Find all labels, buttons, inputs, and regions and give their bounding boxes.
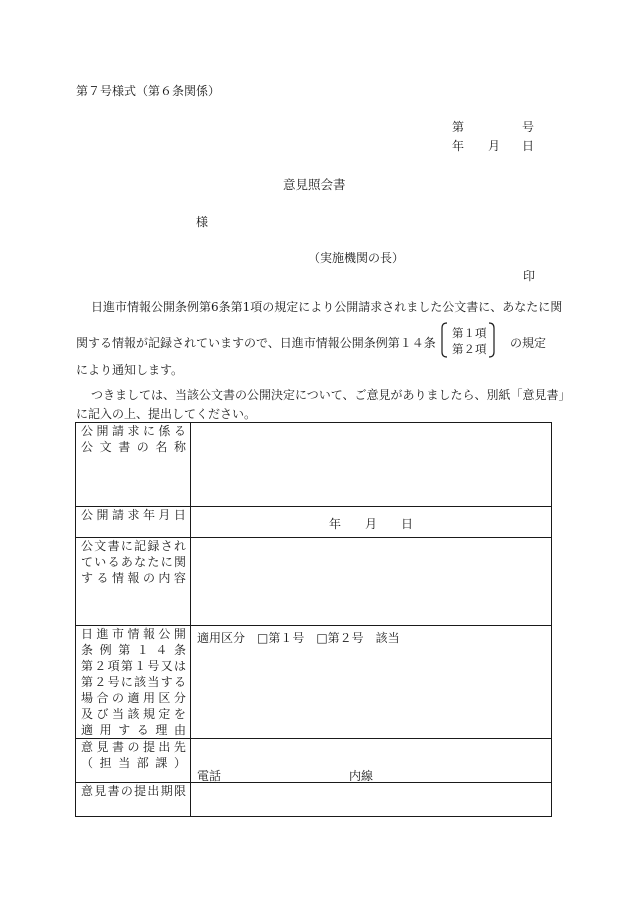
- article-clause-brackets: [441, 322, 495, 358]
- label-line: 意 見 書 の 提 出 先: [81, 740, 186, 754]
- label-line: す る 情 報 の 内 容: [81, 571, 186, 585]
- table-row: [76, 783, 552, 817]
- body-line-1: 日進市情報公開条例第6条第1項の規定により公開請求されました公文書に、あなたに関: [91, 300, 563, 314]
- label-info-content: [76, 538, 191, 626]
- request-date-month: 月: [365, 517, 378, 531]
- value-applicable-category[interactable]: [191, 626, 552, 739]
- date-year: 年: [452, 139, 465, 153]
- request-date-day: 日: [401, 517, 414, 531]
- label-line: 公 開 請 求 に 係 る: [81, 424, 186, 438]
- value-info-content[interactable]: [191, 538, 552, 626]
- table-row: [76, 739, 552, 783]
- body-line-5: に記入の上、提出してください。: [76, 407, 257, 421]
- table-row: [76, 423, 552, 507]
- value-document-name[interactable]: [191, 423, 552, 507]
- body-line-2: 関する情報が記録されていますので、日進市情報公開条例第１４条: [76, 336, 436, 350]
- applicable-category-text: 適用区分 □第１号 □第２号 該当: [197, 631, 400, 645]
- table-row: [76, 507, 552, 538]
- label-line: 第 ２ 項 第 １ 号 又 は: [81, 659, 186, 673]
- seal-mark: 印: [523, 269, 536, 283]
- label-line: 公 開 請 求 年 月 日: [81, 508, 186, 522]
- opinion-inquiry-table: [75, 422, 552, 817]
- value-submission-destination[interactable]: [191, 739, 552, 783]
- label-submission-destination: [76, 739, 191, 783]
- label-line: 適 用 す る 理 由: [81, 723, 186, 737]
- label-line: 日 進 市 情 報 公 開: [81, 627, 186, 641]
- table-row: [76, 538, 552, 626]
- body-line-4: つきましては、当該公文書の公開決定について、ご意見がありましたら、別紙「意見書」: [91, 388, 571, 402]
- sender-title: （実施機関の長）: [308, 251, 405, 265]
- label-line: 公 文 書 の 名 称: [81, 440, 186, 454]
- request-date-year: 年: [329, 517, 342, 531]
- phone-label: 電話: [197, 769, 222, 783]
- extension-label: 内線: [349, 769, 374, 783]
- label-line: 及 び 当 該 規 定 を: [81, 707, 186, 721]
- table-row: [76, 626, 552, 739]
- label-line: 意 見 書 の 提 出 期 限: [81, 784, 186, 798]
- date-month: 月: [488, 139, 501, 153]
- label-line: 第 ２ 号 に 該 当 す る: [81, 675, 186, 689]
- label-line: 条 例 第 １ ４ 条: [81, 643, 186, 657]
- label-request-date: [76, 507, 191, 538]
- clause-item-2: 第２項: [452, 342, 487, 356]
- clause-item-1: 第１項: [452, 326, 487, 340]
- label-document-name: [76, 423, 191, 507]
- value-submission-deadline[interactable]: [191, 783, 552, 817]
- value-request-date[interactable]: [191, 507, 552, 538]
- recipient-suffix: 様: [196, 215, 209, 229]
- label-line: 公 文 書 に 記 録 さ れ: [81, 539, 186, 553]
- body-line-3: により通知します。: [76, 363, 184, 377]
- label-submission-deadline: [76, 783, 191, 817]
- label-line: 場 合 の 適 用 区 分: [81, 691, 186, 705]
- label-line: （ 担 当 部 課 ）: [81, 756, 186, 770]
- doc-number-go: 号: [522, 120, 535, 134]
- form-number: 第７号様式（第６条関係）: [76, 84, 221, 98]
- doc-number-dai: 第: [452, 120, 465, 134]
- document-title: 意見照会書: [283, 177, 346, 192]
- label-line: て い る あ な た に 関: [81, 555, 186, 569]
- label-applicable-category: [76, 626, 191, 739]
- body-line-2-end: の規定: [510, 336, 547, 350]
- date-day: 日: [522, 139, 535, 153]
